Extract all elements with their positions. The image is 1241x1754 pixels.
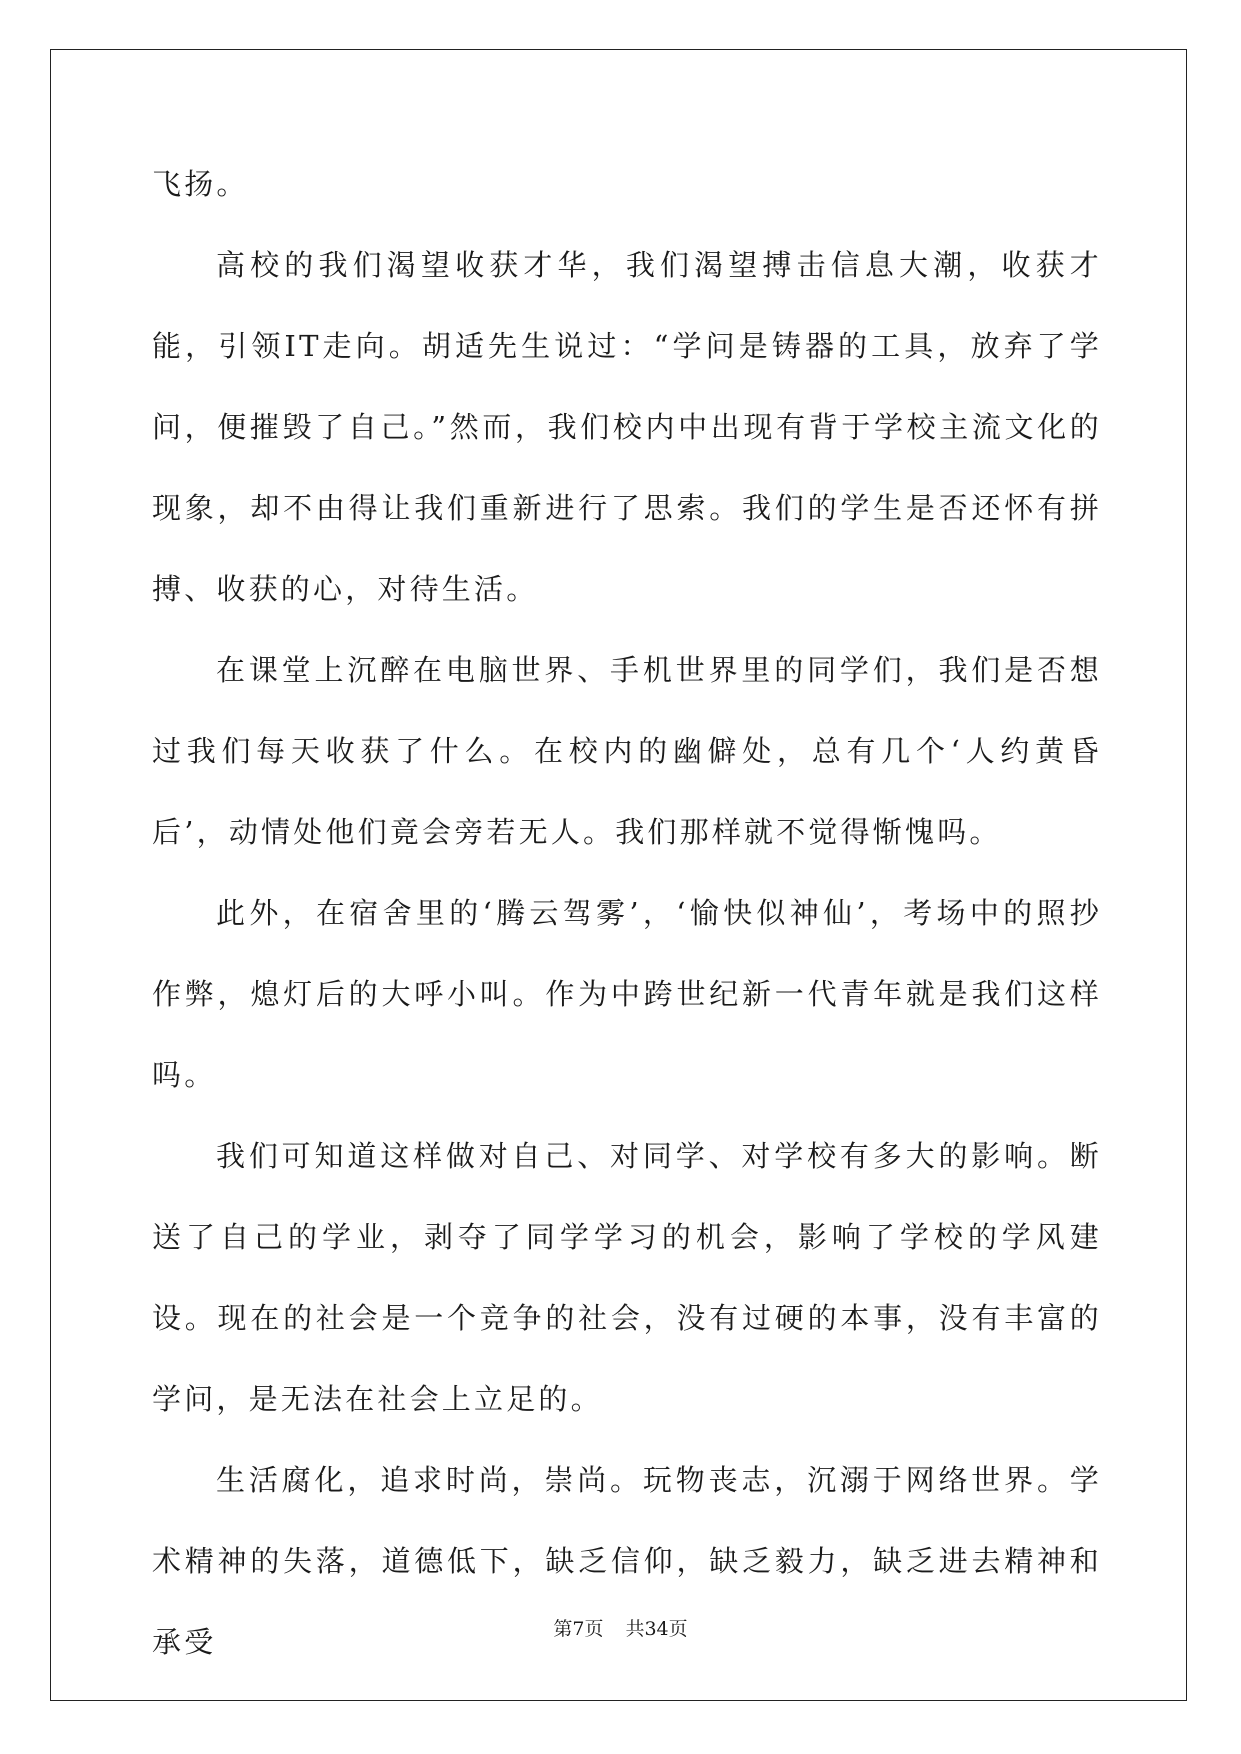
document-body [152, 144, 1102, 1683]
paragraph-2: 高校的我们渴望收获才华，我们渴望搏击信息大潮，收获才能，引领IT走向。胡适先生说过：“学问是铸器的工具，放弃了学问，便摧毁了自己。”然而，我们校内中出现有背于学校主流文化的现象，却不由得让我们重新进行了思索。我们的学生是否还怀有拼搏、收获的心，对待生活。 [152, 248, 1102, 606]
paragraph-6: 生活腐化，追求时尚，崇尚。玩物丧志，沉溺于网络世界。学术精神的失落，道德低下，缺乏信仰，缺乏毅力，缺乏进去精神和承受 [152, 1463, 1102, 1659]
paragraph-5: 我们可知道这样做对自己、对同学、对学校有多大的影响。断送了自己的学业，剥夺了同学学习的机会，影响了学校的学风建设。现在的社会是一个竞争的社会，没有过硬的本事，没有丰富的学问，是无法在社会上立足的。 [152, 1139, 1102, 1416]
paragraph-1: 飞扬。 [152, 167, 249, 201]
page-footer [0, 1614, 1241, 1641]
paragraph-4: 此外，在宿舍里的‘腾云驾雾’，‘愉快似神仙’，考场中的照抄作弊，熄灯后的大呼小叫。作为中跨世纪新一代青年就是我们这样吗。 [152, 896, 1102, 1092]
paragraph-3: 在课堂上沉醉在电脑世界、手机世界里的同学们，我们是否想过我们每天收获了什么。在校内的幽僻处，总有几个‘人约黄昏后’，动情处他们竟会旁若无人。我们那样就不觉得惭愧吗。 [152, 653, 1102, 849]
page-number: 第7页 [553, 1618, 604, 1640]
page-total: 共34页 [625, 1618, 688, 1640]
